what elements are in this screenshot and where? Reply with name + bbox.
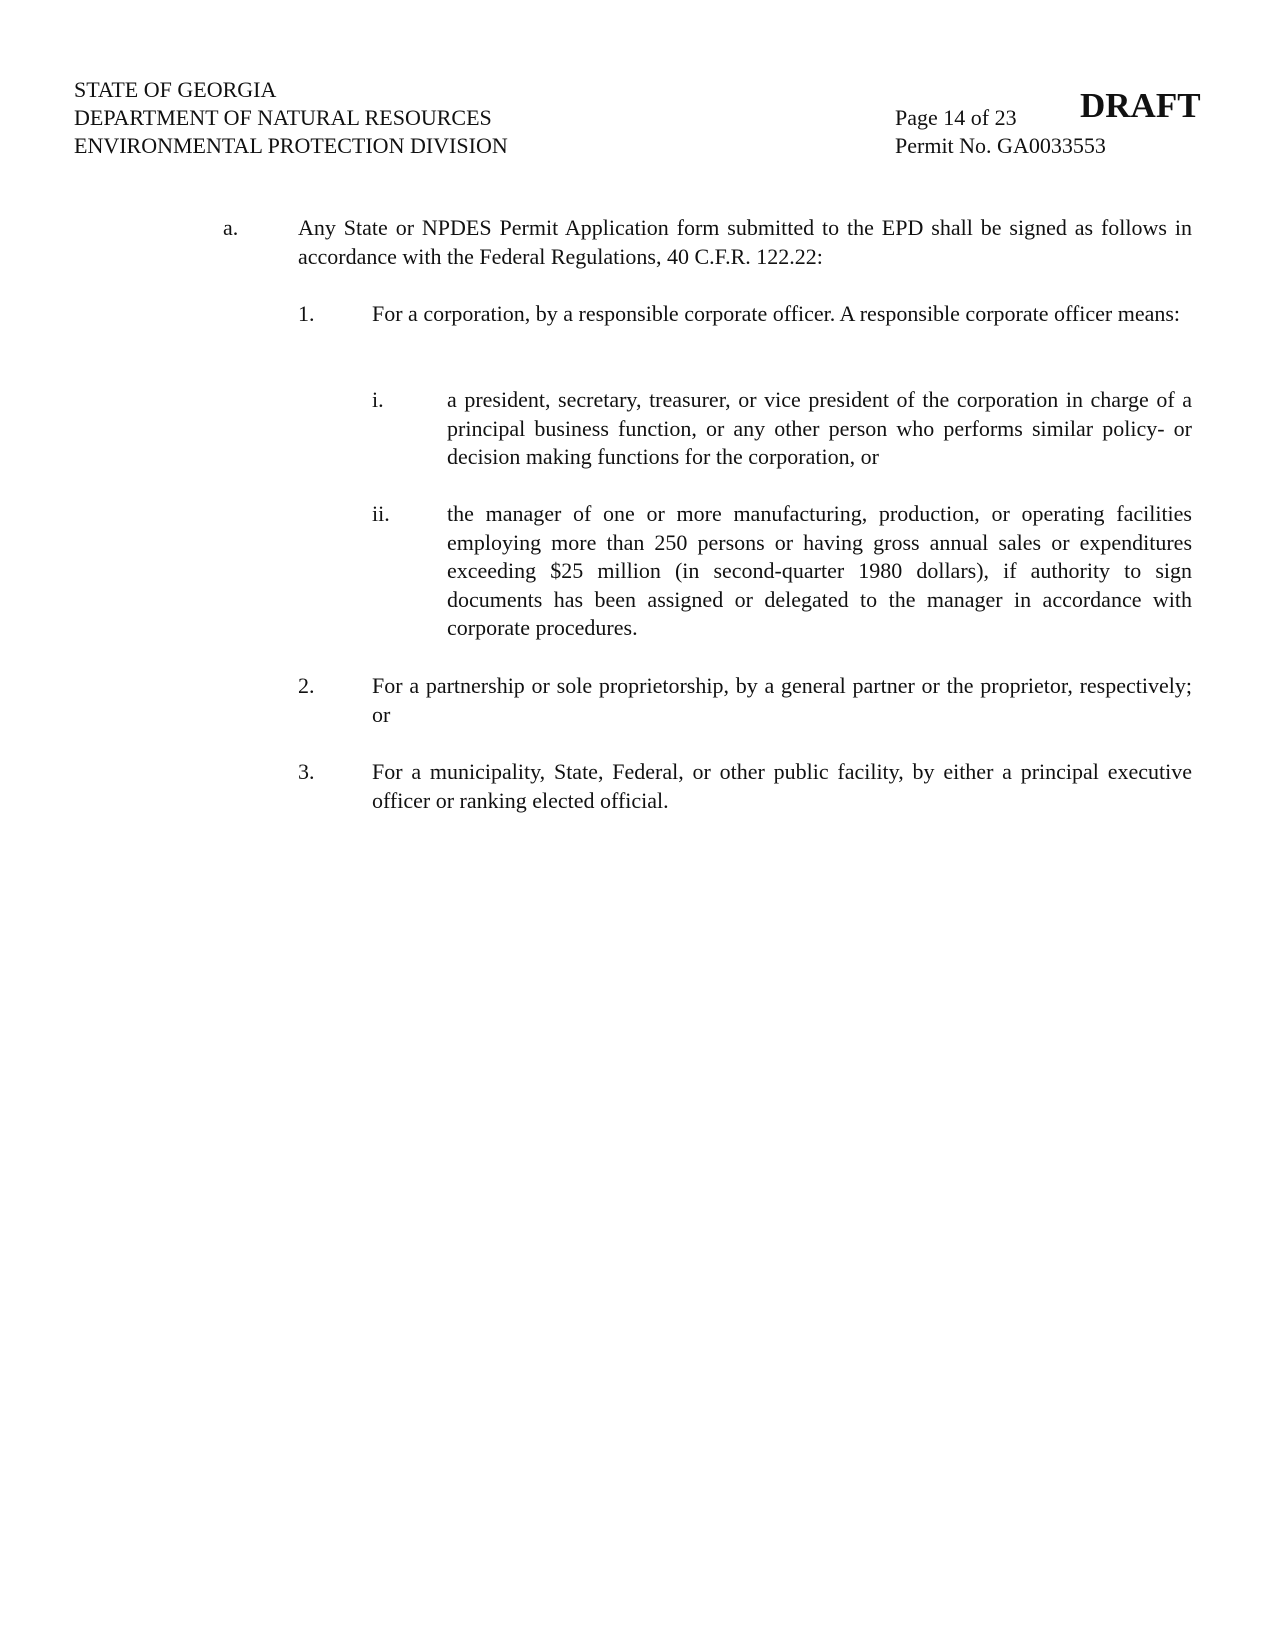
sub-item-i-marker: i. bbox=[372, 387, 384, 412]
draft-stamp: DRAFT bbox=[1080, 86, 1201, 125]
list-item-2-text: For a partnership or sole proprietorship, by a general partner or the proprietor, respectively; or bbox=[372, 673, 1192, 727]
page-number: Page 14 of 23 bbox=[895, 105, 1017, 130]
page-info bbox=[895, 104, 1106, 160]
clause-a-text: Any State or NPDES Permit Application form submitted to the EPD shall be signed as follows in accordance with the Federal Regulations, 40 C.F.R. 122.22: bbox=[298, 215, 1192, 269]
sub-item-ii-marker: ii. bbox=[372, 501, 390, 526]
clause-a-marker: a. bbox=[223, 215, 239, 240]
header-department: DEPARTMENT OF NATURAL RESOURCES bbox=[74, 105, 492, 130]
list-item-3-text: For a municipality, State, Federal, or other public facility, by either a principal executive officer or ranking elected official. bbox=[372, 759, 1192, 813]
list-item-2-marker: 2. bbox=[298, 673, 315, 698]
sub-item-ii-text: the manager of one or more manufacturing, production, or operating facilities employing more than 250 persons or having gross annual sales or expenditures exceeding $25 million (in second-quarter 1980 dollars), if authority to sign documents has been assigned or delegated to the manager in accordance with corporate procedures. bbox=[447, 501, 1192, 641]
list-item-1-text: For a corporation, by a responsible corporate officer. A responsible corporate officer means: bbox=[372, 301, 1181, 326]
permit-number: Permit No. GA0033553 bbox=[895, 133, 1106, 158]
list-item-3-marker: 3. bbox=[298, 759, 315, 784]
list-item-1-marker: 1. bbox=[298, 301, 315, 326]
header-state: STATE OF GEORGIA bbox=[74, 77, 277, 102]
sub-item-i-text: a president, secretary, treasurer, or vice president of the corporation in charge of a principal business function, or any other person who performs similar policy- or decision making functions for the corporation, or bbox=[447, 387, 1192, 470]
agency-header bbox=[74, 76, 508, 160]
header-division: ENVIRONMENTAL PROTECTION DIVISION bbox=[74, 133, 508, 158]
